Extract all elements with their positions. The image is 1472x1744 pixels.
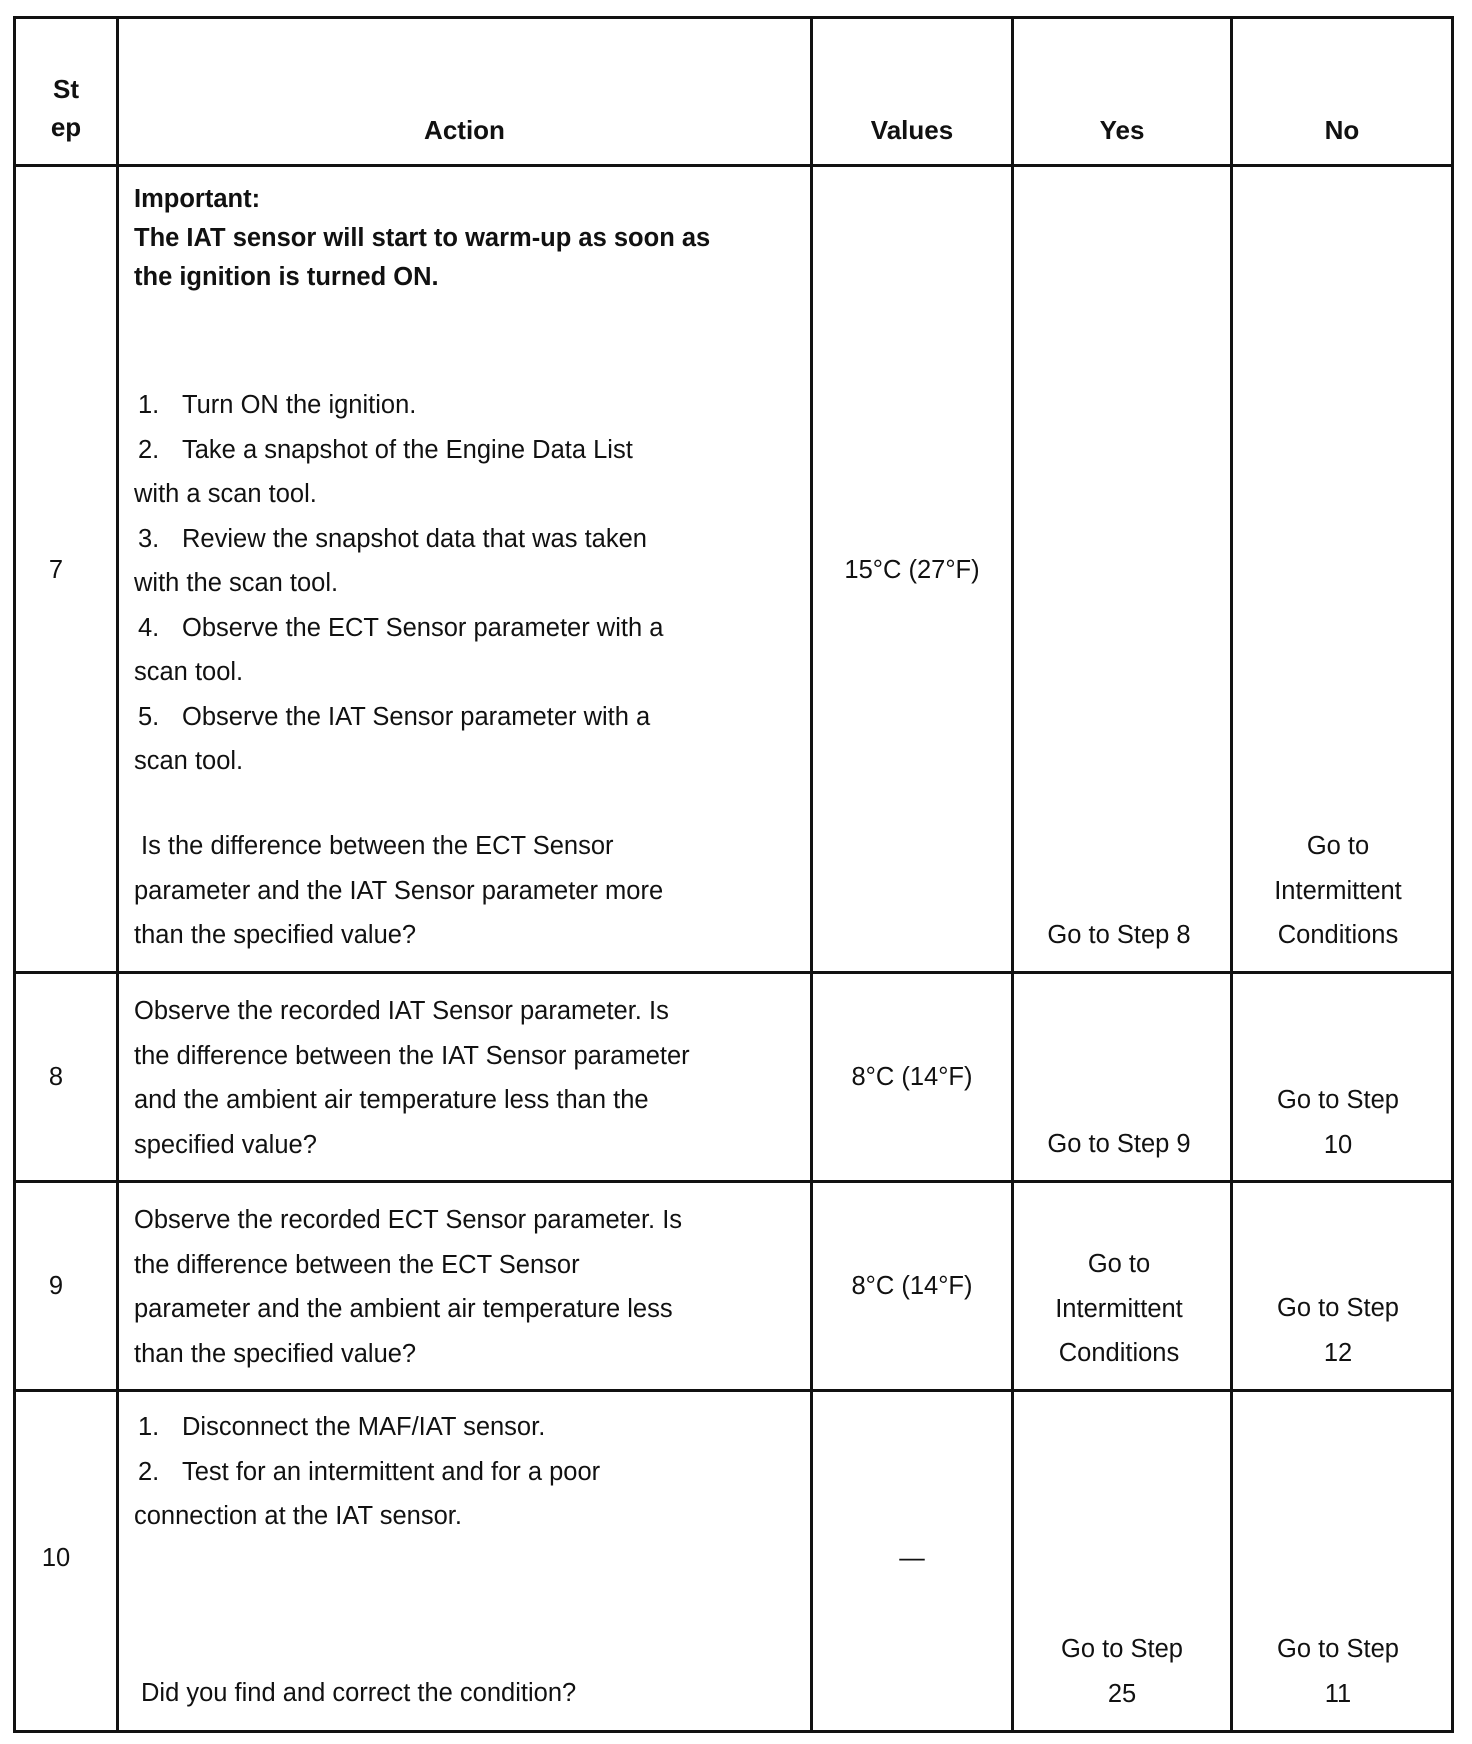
step-7-yes: Go to Step 8	[1047, 921, 1191, 949]
step-10-instructions: 1. Disconnect the MAF/IAT sensor. 2. Test for an intermittent and for a poor connection at the IAT sensor.	[134, 1405, 804, 1539]
header-step-line2: ep	[50, 112, 82, 142]
important-line-1: The IAT sensor will start to warm-up as soon as	[134, 224, 711, 252]
header-step-line1: St	[53, 74, 79, 104]
list-item: 2. Test for an intermittent and for a poor	[138, 1457, 601, 1486]
step-9-yes: Go to Intermittent Conditions	[1055, 1250, 1183, 1367]
row-divider-7-8	[13, 971, 1454, 974]
step-8-value: 8°C (14°F)	[851, 1063, 973, 1091]
header-no: No	[1324, 115, 1360, 145]
list-item: 2. Take a snapshot of the Engine Data List	[138, 435, 633, 464]
header-values: Values	[870, 115, 954, 145]
step-9-no: Go to Step 12	[1277, 1294, 1399, 1367]
column-divider-values-yes	[1011, 16, 1014, 1733]
step-10-value: —	[899, 1544, 925, 1572]
row-divider-header	[13, 164, 1454, 167]
header-yes: Yes	[1099, 115, 1145, 145]
step-7-instructions: 1. Turn ON the ignition. 2. Take a snapshot of the Engine Data List with a scan tool. 3. Review the snapshot data that was taken with the scan tool. 4. Observe the ECT Sensor parameter with a scan tool. 5. Observe the IAT Sensor parameter with a scan tool.	[134, 383, 804, 784]
important-note	[134, 180, 804, 297]
step-8-no: Go to Step 10	[1277, 1086, 1399, 1159]
step-7-no: Go to Intermittent Conditions	[1274, 832, 1402, 949]
step-10: 10	[41, 1544, 71, 1572]
step-10-yes: Go to Step 25	[1061, 1635, 1183, 1708]
important-line-2: the ignition is turned ON.	[134, 263, 439, 291]
header-step	[16, 70, 116, 146]
important-title: Important:	[134, 185, 261, 213]
step-10-no: Go to Step 11	[1277, 1635, 1399, 1708]
list-item: 4. Observe the ECT Sensor parameter with a	[138, 613, 664, 642]
list-item: 5. Observe the IAT Sensor parameter with a	[138, 702, 651, 731]
list-item: 3. Review the snapshot data that was taken	[138, 524, 647, 553]
step-10-question: Did you find and correct the condition?	[141, 1679, 577, 1707]
row-divider-9-10	[13, 1389, 1454, 1392]
header-action: Action	[424, 115, 505, 145]
step-7-question: Is the difference between the ECT Sensor parameter and the IAT Sensor parameter more than the specified value?	[134, 832, 664, 949]
column-divider-step-action	[116, 16, 119, 1733]
step-8: 8	[48, 1063, 64, 1091]
row-divider-8-9	[13, 1180, 1454, 1183]
step-9-action: Observe the recorded ECT Sensor parameter. Is the difference between the ECT Sensor parameter and the ambient air temperature less than the specified value?	[134, 1206, 683, 1368]
table-border-bottom	[13, 1730, 1454, 1733]
step-9: 9	[48, 1272, 64, 1300]
step-9-value: 8°C (14°F)	[851, 1272, 973, 1300]
table-border-right	[1451, 16, 1454, 1733]
step-8-yes: Go to Step 9	[1047, 1130, 1191, 1158]
table-border-top	[13, 16, 1454, 19]
column-divider-action-values	[810, 16, 813, 1733]
list-item: 1. Turn ON the ignition.	[138, 391, 417, 419]
table-border-left	[13, 16, 16, 1733]
step-7-value: 15°C (27°F)	[844, 556, 980, 584]
step-8-action: Observe the recorded IAT Sensor parameter. Is the difference between the IAT Sensor parameter and the ambient air temperature less than the specified value?	[134, 997, 690, 1159]
step-7: 7	[48, 556, 64, 584]
list-item: 1. Disconnect the MAF/IAT sensor.	[138, 1413, 546, 1441]
